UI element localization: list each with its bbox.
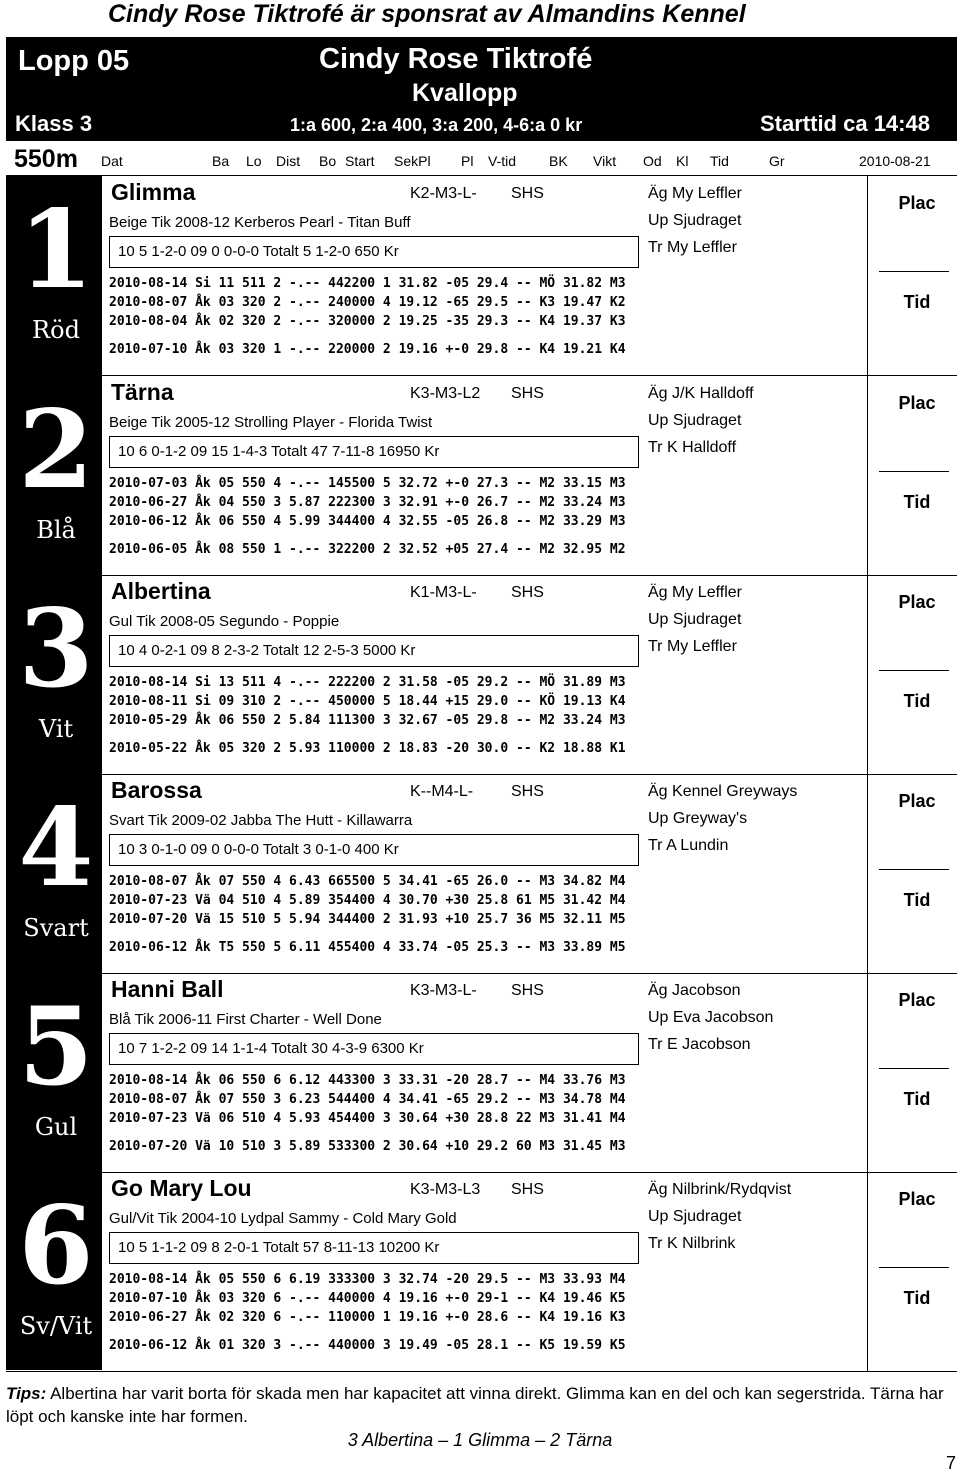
record: 10 3 0-1-0 09 0 0-0-0 Totalt 3 0-1-0 400 Kr xyxy=(118,841,399,858)
owner: Äg J/K Halldoff xyxy=(648,385,754,402)
record-box xyxy=(109,635,639,667)
start-number: 6 xyxy=(18,1183,94,1309)
dog-entry-1 xyxy=(6,176,957,376)
blanket-color: Sv/Vit xyxy=(19,1312,93,1340)
dog-grade: K--M4-L- xyxy=(410,783,474,800)
race-distance: 550m xyxy=(14,145,78,173)
shs-label: SHS xyxy=(511,584,544,601)
race-line: 2010-07-23 Vä 06 510 4 5.93 454400 3 30.64 +30 28.8 22 M3 31.41 M4 xyxy=(109,1111,626,1126)
shs-label: SHS xyxy=(511,783,544,800)
col-kl: Kl xyxy=(676,153,689,169)
col-dist: Dist xyxy=(276,153,301,169)
plac-label: Plac xyxy=(898,791,936,811)
col-vikt: Vikt xyxy=(593,153,617,169)
tid-label: Tid xyxy=(903,691,931,711)
dog-name: Tärna xyxy=(111,379,174,405)
race-line: 2010-08-07 Åk 07 550 3 6.23 544400 4 34.41 -65 29.2 -- M3 34.78 M4 xyxy=(109,1092,626,1107)
pedigree: Beige Tik 2005-12 Strolling Player - Florida Twist xyxy=(109,414,433,431)
plac-label: Plac xyxy=(898,990,936,1010)
shs-label: SHS xyxy=(511,1181,544,1198)
dog-entry-4 xyxy=(6,774,957,974)
trainer: Tr A Lundin xyxy=(648,837,729,854)
owner: Äg Kennel Greyways xyxy=(648,783,798,800)
record-box xyxy=(109,436,639,468)
race-date: 2010-08-21 xyxy=(859,153,931,169)
blanket-color: Svart xyxy=(23,914,89,942)
race-line: 2010-07-20 Vä 15 510 5 5.94 344400 2 31.93 +10 25.7 36 M5 32.11 M5 xyxy=(109,912,626,927)
dog-grade: K3-M3-L3 xyxy=(410,1181,481,1198)
dog-entry-6 xyxy=(6,1172,957,1372)
blanket-color: Röd xyxy=(32,316,80,344)
race-prizes: 1:a 600, 2:a 400, 3:a 200, 4-6:a 0 kr xyxy=(290,115,583,135)
record-box xyxy=(109,1033,639,1065)
tid-label: Tid xyxy=(903,890,931,910)
race-line: 2010-07-10 Åk 03 320 1 -.-- 220000 2 19.16 +-0 29.8 -- K4 19.21 K4 xyxy=(109,342,626,357)
start-number: 2 xyxy=(18,387,94,513)
start-number: 1 xyxy=(18,187,94,313)
shs-label: SHS xyxy=(511,982,544,999)
dog-grade: K3-M3-L- xyxy=(410,982,477,999)
divider xyxy=(879,271,949,272)
record: 10 4 0-2-1 09 8 2-3-2 Totalt 12 2-5-3 5000 Kr xyxy=(118,642,416,659)
race-line: 2010-06-27 Åk 02 320 6 -.-- 110000 1 19.16 +-0 28.6 -- K4 19.16 K3 xyxy=(109,1310,626,1325)
race-line: 2010-06-27 Åk 04 550 3 5.87 222300 3 32.91 +-0 26.7 -- M2 33.24 M3 xyxy=(109,495,626,510)
divider xyxy=(867,176,868,375)
tips-text: Albertina har varit borta för skada men har kapacitet att vinna direkt. Glimma kan en del och kan segerstrida. Tärna har löpt och kanske inte har formen. xyxy=(6,1384,944,1426)
start-number: 3 xyxy=(18,586,94,712)
col-lo: Lo xyxy=(246,153,262,169)
blanket-color: Blå xyxy=(36,516,76,544)
record: 10 5 1-1-2 09 8 2-0-1 Totalt 57 8-11-13 10200 Kr xyxy=(118,1239,440,1256)
dog-name: Albertina xyxy=(111,578,211,604)
race-line: 2010-05-22 Åk 05 320 2 5.93 110000 2 18.83 -20 30.0 -- K2 18.88 K1 xyxy=(109,741,626,756)
divider xyxy=(879,1068,949,1069)
breeder: Up Sjudraget xyxy=(648,1208,742,1225)
start-number: 5 xyxy=(18,984,94,1110)
sponsor-line: Cindy Rose Tiktrofé är sponsrat av Almandins Kennel xyxy=(108,0,746,28)
dog-name: Hanni Ball xyxy=(111,976,224,1002)
divider xyxy=(867,1172,868,1371)
col-vtid: V-tid xyxy=(488,153,517,169)
trainer: Tr K Halldoff xyxy=(648,439,737,456)
blanket-color: Gul xyxy=(34,1113,78,1141)
divider xyxy=(867,376,868,575)
col-pl: Pl xyxy=(461,153,474,169)
owner: Äg My Leffler xyxy=(648,185,742,202)
breeder: Up Greyway's xyxy=(648,810,748,827)
breeder: Up Sjudraget xyxy=(648,212,742,229)
race-line: 2010-06-05 Åk 08 550 1 -.-- 322200 2 32.52 +05 27.4 -- M2 32.95 M2 xyxy=(109,542,626,557)
breeder: Up Sjudraget xyxy=(648,611,742,628)
race-line: 2010-06-12 Åk 06 550 4 5.99 344400 4 32.55 -05 26.8 -- M2 33.29 M3 xyxy=(109,514,626,529)
breeder: Up Sjudraget xyxy=(648,412,742,429)
race-line: 2010-07-03 Åk 05 550 4 -.-- 145500 5 32.72 +-0 27.3 -- M2 33.15 M3 xyxy=(109,476,626,491)
divider xyxy=(879,1267,949,1268)
record-box xyxy=(109,834,639,866)
race-title: Cindy Rose Tiktrofé xyxy=(319,43,593,75)
record: 10 5 1-2-0 09 0 0-0-0 Totalt 5 1-2-0 650 Kr xyxy=(118,243,399,260)
tid-label: Tid xyxy=(903,1288,931,1308)
owner: Äg My Leffler xyxy=(648,584,742,601)
dog-entry-2 xyxy=(6,376,957,576)
column-header-bar xyxy=(6,143,957,176)
breeder: Up Eva Jacobson xyxy=(648,1009,774,1026)
race-line: 2010-06-12 Åk 01 320 3 -.-- 440000 3 19.49 -05 28.1 -- K5 19.59 K5 xyxy=(109,1338,626,1353)
owner: Äg Nilbrink/Rydqvist xyxy=(648,1181,792,1198)
race-line: 2010-08-14 Si 11 511 2 -.-- 442200 1 31.82 -05 29.4 -- MÖ 31.82 M3 xyxy=(109,276,626,291)
record: 10 6 0-1-2 09 15 1-4-3 Totalt 47 7-11-8 16950 Kr xyxy=(118,443,440,460)
dog-entry-5 xyxy=(6,973,957,1173)
record-box xyxy=(109,236,639,268)
dog-grade: K2-M3-L- xyxy=(410,185,477,202)
divider xyxy=(867,575,868,774)
race-line: 2010-07-10 Åk 03 320 6 -.-- 440000 4 19.16 +-0 29-1 -- K4 19.46 K5 xyxy=(109,1291,626,1306)
divider xyxy=(867,973,868,1172)
col-bk: BK xyxy=(549,153,568,169)
race-line: 2010-07-20 Vä 10 510 3 5.89 533300 2 30.64 +10 29.2 60 M3 31.45 M3 xyxy=(109,1139,626,1154)
race-line: 2010-08-11 Si 09 310 2 -.-- 450000 5 18.44 +15 29.0 -- KÖ 19.13 K4 xyxy=(109,694,626,709)
trainer: Tr My Leffler xyxy=(648,239,737,256)
col-start: Start xyxy=(345,153,375,169)
race-line: 2010-08-07 Åk 03 320 2 -.-- 240000 4 19.12 -65 29.5 -- K3 19.47 K2 xyxy=(109,295,626,310)
race-line: 2010-08-14 Si 13 511 4 -.-- 222200 2 31.58 -05 29.2 -- MÖ 31.89 M3 xyxy=(109,675,626,690)
tips-label: Tips: xyxy=(6,1384,47,1403)
record-box xyxy=(109,1232,639,1264)
tid-label: Tid xyxy=(903,1089,931,1109)
tips-paragraph xyxy=(6,1382,956,1428)
pedigree: Gul Tik 2008-05 Segundo - Poppie xyxy=(109,613,340,630)
dog-name: Go Mary Lou xyxy=(111,1175,252,1201)
shs-label: SHS xyxy=(511,185,544,202)
pedigree: Svart Tik 2009-02 Jabba The Hutt - Killawarra xyxy=(109,812,413,829)
pedigree: Gul/Vit Tik 2004-10 Lydpal Sammy - Cold Mary Gold xyxy=(109,1210,457,1227)
plac-label: Plac xyxy=(898,1189,936,1209)
divider xyxy=(867,774,868,973)
col-od: Od xyxy=(643,153,662,169)
dog-grade: K1-M3-L- xyxy=(410,584,477,601)
dog-name: Glimma xyxy=(111,179,196,205)
race-line: 2010-08-14 Åk 05 550 6 6.19 333300 3 32.74 -20 29.5 -- M3 33.93 M4 xyxy=(109,1272,626,1287)
race-subtitle: Kvallopp xyxy=(412,79,518,107)
race-line: 2010-08-07 Åk 07 550 4 6.43 665500 5 34.41 -65 26.0 -- M3 34.82 M4 xyxy=(109,874,626,889)
divider xyxy=(879,869,949,870)
col-bo: Bo xyxy=(319,153,337,169)
dog-entry-3 xyxy=(6,575,957,775)
trainer: Tr K Nilbrink xyxy=(648,1235,736,1252)
trainer: Tr E Jacobson xyxy=(648,1036,751,1053)
pedigree: Blå Tik 2006-11 First Charter - Well Done xyxy=(109,1011,382,1028)
dog-grade: K3-M3-L2 xyxy=(410,385,481,402)
col-dat: Dat xyxy=(101,153,123,169)
race-line: 2010-08-04 Åk 02 320 2 -.-- 320000 2 19.25 -35 29.3 -- K4 19.37 K3 xyxy=(109,314,626,329)
start-number: 4 xyxy=(18,785,94,911)
dog-name: Barossa xyxy=(111,777,202,803)
race-line: 2010-08-14 Åk 06 550 6 6.12 443300 3 33.31 -20 28.7 -- M4 33.76 M3 xyxy=(109,1073,626,1088)
divider xyxy=(879,670,949,671)
owner: Äg Jacobson xyxy=(648,982,741,999)
race-line: 2010-06-12 Åk T5 550 5 6.11 455400 4 33.74 -05 25.3 -- M3 33.89 M5 xyxy=(109,940,626,955)
blanket-color: Vit xyxy=(38,715,74,743)
race-class: Klass 3 xyxy=(15,111,93,136)
prediction: 3 Albertina – 1 Glimma – 2 Tärna xyxy=(347,1430,613,1450)
col-ba: Ba xyxy=(212,153,230,169)
col-sekpl: SekPl xyxy=(394,153,431,169)
race-number: Lopp 05 xyxy=(18,45,130,77)
race-line: 2010-07-23 Vä 04 510 4 5.89 354400 4 30.70 +30 25.8 61 M5 31.42 M4 xyxy=(109,893,626,908)
record: 10 7 1-2-2 09 14 1-1-4 Totalt 30 4-3-9 6300 Kr xyxy=(118,1040,424,1057)
page-number: 7 xyxy=(945,1453,956,1473)
tid-label: Tid xyxy=(903,292,931,312)
divider xyxy=(879,471,949,472)
shs-label: SHS xyxy=(511,385,544,402)
pedigree: Beige Tik 2008-12 Kerberos Pearl - Titan Buff xyxy=(109,214,411,231)
plac-label: Plac xyxy=(898,393,936,413)
start-time: Starttid ca 14:48 xyxy=(760,111,930,136)
trainer: Tr My Leffler xyxy=(648,638,737,655)
col-gr: Gr xyxy=(769,153,785,169)
plac-label: Plac xyxy=(898,592,936,612)
race-header xyxy=(6,37,957,141)
tid-label: Tid xyxy=(903,492,931,512)
plac-label: Plac xyxy=(898,193,936,213)
col-tid: Tid xyxy=(710,153,729,169)
race-line: 2010-05-29 Åk 06 550 2 5.84 111300 3 32.67 -05 29.8 -- M2 33.24 M3 xyxy=(109,713,626,728)
